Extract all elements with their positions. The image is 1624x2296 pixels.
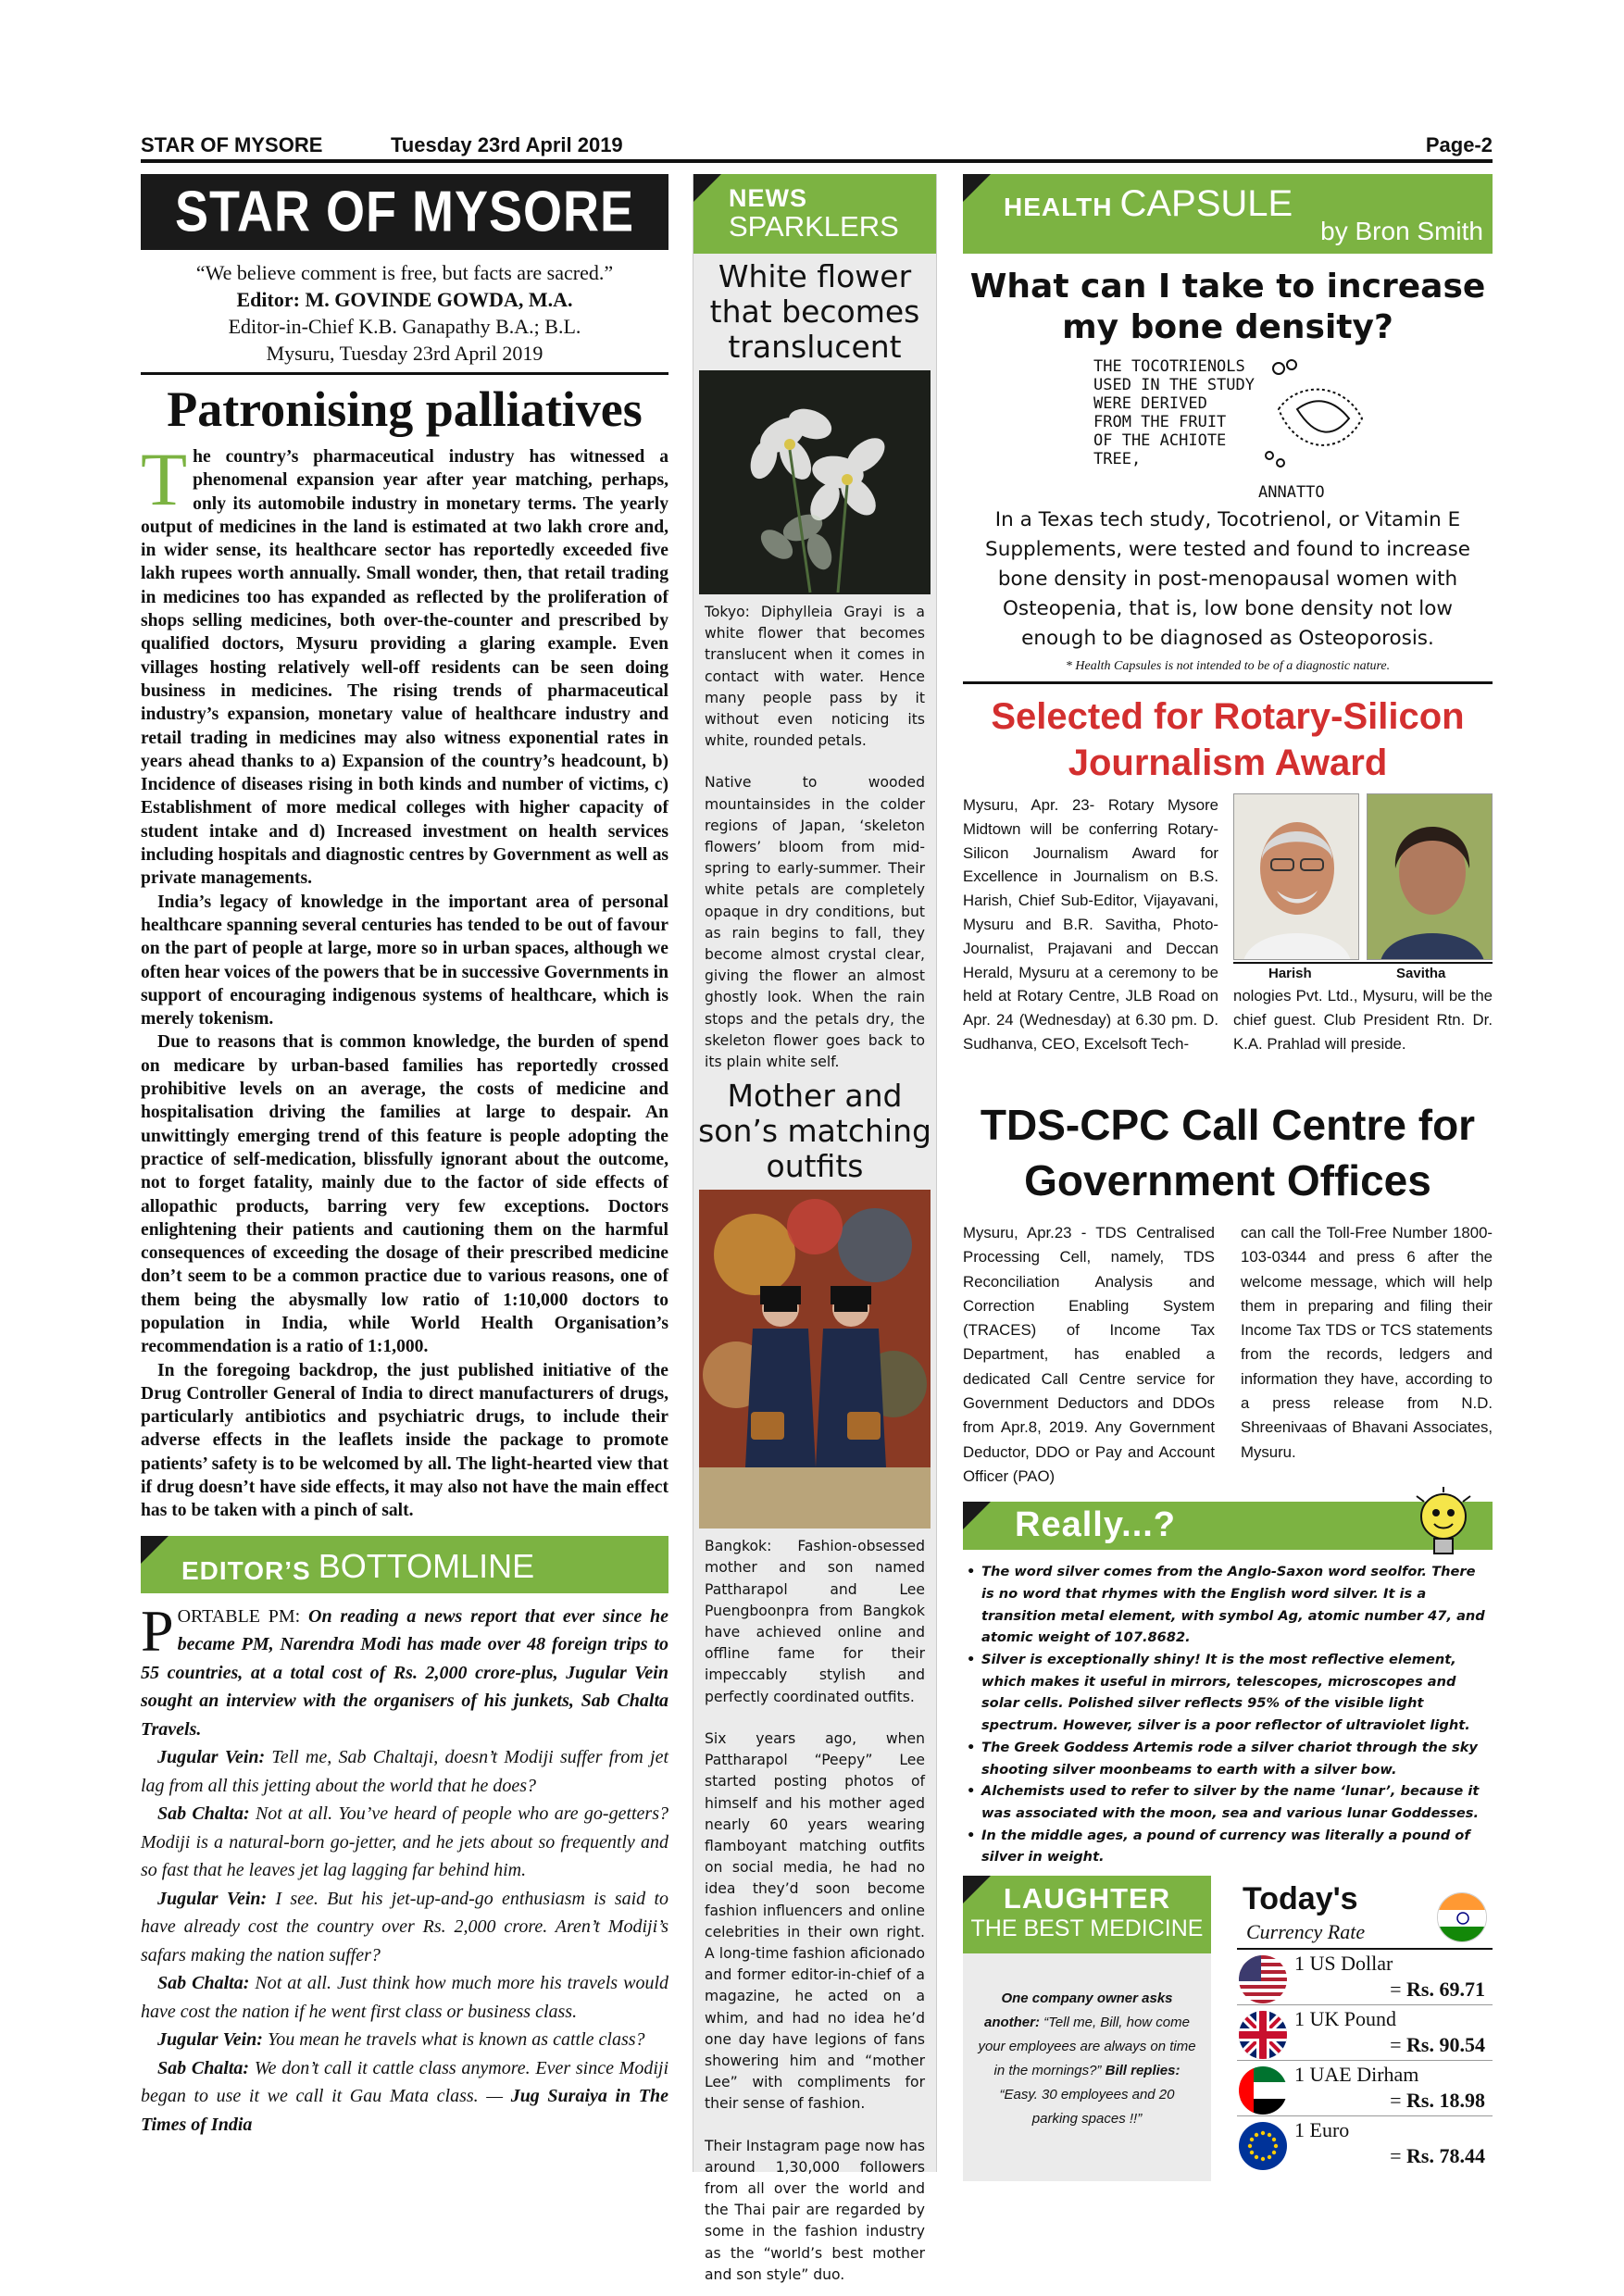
news-sparklers-header [693,174,936,254]
health-capsule-head-regular: CAPSULE [1119,183,1293,224]
joke-speaker: Bill replies: [1105,2063,1181,2079]
rotary-text-right: nologies Pvt. Ltd., Mysuru, will be the chief guest. Club President Rtn. Dr. K.A. Prahlad will preside. [1233,987,1493,1053]
sketch-line: WERE DERIVED [1093,394,1207,413]
dialogue-speaker: Jugular Vein: [157,1747,266,1768]
laughter-head-bold: LAUGHTER [1003,1882,1171,1915]
annatto-sketch [1084,354,1371,502]
editorial-dropcap: T [141,437,188,521]
us-flag-icon [1239,1955,1287,2003]
eu-flag-icon [1239,2122,1287,2170]
editorial-column [141,174,668,2139]
dialogue-speaker: Sab Chalta: [157,1803,250,1825]
tds-story [963,1221,1493,1489]
harish-photo [1233,793,1359,960]
joke-answer: “Easy. 30 employees and 20 parking spaces !!” [999,2087,1175,2128]
story-title: White flower that becomes translucent [709,258,920,365]
currency-name: 1 US Dollar [1294,1952,1393,1976]
india-flag-icon [1437,1892,1487,1942]
fact-item: • The word silver comes from the Anglo-Saxon word seolfor. There is no word that rhymes with the English word silver. It is a transition metal element, with symbol Ag, atomic number 47, and atomic weight of 107.8682. [963,1561,1493,1649]
editorial-paragraph: In the foregoing backdrop, the just published initiative of the Drug Controller General of India to direct manufacturers of drugs, particularly antibiotics and psychiatric drugs, to include their adverse effects in the leaflets inside the package to promote patients’ safety is to be welcomed by all. The light-hearted view that if drug doesn’t have side effects, it may also not have the main effect has to be taken with a pinch of salt. [141,1360,668,1521]
news-sparklers-head-bold: NEWS [729,184,807,212]
sketch-line: TREE, [1093,450,1142,468]
currency-row [1237,2061,1493,2116]
photo-caption: Savitha [1396,966,1446,981]
health-capsule-header [963,174,1493,254]
story-body [693,1536,936,2286]
news-sparklers-head-regular: SPARKLERS [729,210,899,243]
story-paragraph: Bangkok: Fashion-obsessed mother and son named Pattharapol and Lee Puengboonpra from Bangkok have achieved online and offline fame for their impeccably stylish and perfectly coordinated outfits. [705,1538,925,1705]
uae-flag-icon [1239,2066,1287,2115]
health-capsule-note: * Health Capsules is not intended to be of a diagnostic nature. [1065,659,1391,673]
health-capsule-body: In a Texas tech study, Tocotrienol, or Vitamin E Supplements, were tested and found to increase bone density in post-menopausal women with Osteopenia, that is, low bone density not low enough to be diagnosed as Osteoporosis. [985,508,1470,650]
bottomline-head-regular: BOTTOMLINE [318,1546,535,1585]
dialogue-text: Not at all. Just think how much more his travels would have cost the nation if he went first class or business class. [141,1973,668,2022]
story-paragraph: Six years ago, when Pattharapol “Peepy” Lee started posting photos of himself and his mother aged nearly 60 years wearing flamboyant matching outfits on social media, he had no idea they’d soon become fashion influencers and online celebrities in their own right. A long-time fashion aficionado and former editor-in-chief of a magazine, he acted on a whim, and had no idea he’d one day have legions of fans showering him and “mother Lee” with compliments for their sense of fashion. [705,1729,925,2113]
masthead-editor-in-chief: Editor-in-Chief K.B. Ganapathy B.A.; B.L. [228,315,581,338]
rotary-photo-captions [1233,962,1493,980]
fact-item: • Alchemists used to refer to silver by the name ‘lunar’, because it was associated with the moon, sea and various lunar Goddesses. [963,1780,1493,1824]
editorial-title: Patronising palliatives [167,381,643,437]
dialogue-line [141,1743,668,1800]
health-capsule-question: What can I take to increase my bone density? [969,268,1486,346]
really-header [963,1502,1493,1550]
sketch-label: ANNATTO [1258,483,1325,502]
page-header [141,130,1493,163]
matching-outfits-photo [699,1190,931,1529]
laughter-box [963,1876,1211,2181]
story-title: Mother and son’s matching outfits [698,1078,931,1185]
currency-name: 1 Euro [1294,2118,1350,2142]
section-rule [963,681,1493,684]
dialogue-line [141,2054,668,2140]
health-capsule-byline: by Bron Smith [1320,217,1483,245]
dialogue-text: I see. But his jet-up-and-go enthusiasm is said to have already cost the country over Rs. 2,000 crore. Aren’t Modiji’s safars making the nation suffer? [141,1888,668,1965]
corner-triangle-icon [963,174,991,202]
story-paragraph: Tokyo: Diphylleia Grayi is a white flower that becomes translucent when it comes in contact with water. Hence many people pass by it without even noticing its white, rounded petals. [705,604,925,750]
health-capsule-head-bold: HEALTH [1004,193,1113,221]
masthead-rule [141,372,668,375]
corner-triangle-icon [963,1876,991,1903]
tds-text-right: can call the Toll-Free Number 1800-103-0344 and press 6 after the welcome message, which will help them in preparing and filing their Income Tax TDS or TCS statements from the records, ledgers and information they have, according to a press release from N.D. Shreenivaas of Bhavani Associates, Mysuru. [1241,1224,1493,1461]
masthead-editor: Editor: M. GOVINDE GOWDA, M.A. [236,288,573,311]
dialogue-speaker: Jugular Vein: [157,2029,263,2051]
sketch-caption [1093,357,1255,468]
masthead-title: STAR OF MYSORE [174,180,635,244]
editorial-paragraph: India’s legacy of knowledge in the important area of personal healthcare spanning several centuries has tended to be out of favour on the part of people at large, more so in urban spaces, although we often hear voices of the powers that be in successive Governments in support of encouraging indigenous systems of healthcare, which is merely tokenism. [141,892,668,1029]
currency-rate-box [1237,1876,1493,2172]
fact-item: • The Greek Goddess Artemis rode a silver chariot through the sky shooting silver moonbeams to earth with a silver bow. [963,1737,1493,1780]
editorial-body [141,437,668,1523]
masthead-credits [141,259,668,367]
masthead [141,174,668,250]
rotary-title: Selected for Rotary-Silicon Journalism Award [991,696,1465,783]
bottomline-header [141,1536,668,1593]
fact-item: • Silver is exceptionally shiny! It is the most reflective element, which makes it useful in mirrors, telescopes, microscopes and solar cells. Polished silver reflects 95% of the visible light spectrum. However, silver is a poor reflector of ultraviolet light. [963,1649,1493,1737]
dialogue-line [141,1969,668,2026]
currency-row [1237,2005,1493,2061]
bottomline-dropcap: P [141,1597,174,1664]
rotary-photos [1233,793,1493,979]
header-date: Tuesday 23rd April 2019 [391,133,623,156]
sketch-line: THE TOCOTRIENOLS [1093,357,1245,376]
dialogue-text: You mean he travels what is known as cattle class? [267,2029,645,2051]
sketch-line: USED IN THE STUDY [1093,376,1255,394]
savitha-photo [1367,793,1493,960]
laughter-head-regular: THE BEST MEDICINE [970,1915,1204,1942]
bottomline-body [141,1597,669,2140]
tds-text-left: Mysuru, Apr.23 - TDS Centralised Processing Cell, namely, TDS Reconciliation Analysis and Correction Enabling System (TRACES) of Income Tax Department, has enabled a dedicated Call Centre service for Government Deductors and DDOs from Apr.8, 2019. Any Government Deductor, DDO or Pay and Account Officer (PAO) [963,1224,1215,1485]
bottomline-lead: On reading a news report that ever since he became PM, Narendra Modi has made over 48 foreign trips to 55 countries, at a total cost of Rs. 2,000 crore-plus, Jugular Vein sought an interview with the organisers of his junkets, Sab Chalta Travels. [141,1605,668,1740]
editorial-paragraph: he country’s pharmaceutical industry has witnessed a phenomenal expansion year after year matching, perhaps, only its automobile industry in monetary terms. The yearly output of medicines in the land is estimated at two lakh crore and, in wider sense, its healthcare sector has reportedly exceeded five lakh rupees worth annually. Small wonder, then, that retail trading in medicines too has expanded as reflected by the proliferation of shops selling medicines, both over-the-counter and prescribed by qualified doctors, Mysuru providing a glaring example. Even villages hosting relatively well-off residents can be seen doing business in medicines. The rising trends of pharmaceutical industry’s expansion, monetary value of healthcare industry and retail trading in medicines may also witness exponential rates in years ahead thanks to a) Expansion of the country’s headcount, b) Incidence of diseases rising in both kinds and number of victims, c) Establishment of more medical colleges with higher capacity of student intake and d) Increased investment on health services including hospitals and diagnostic centres by Government as well as private managements. [141,447,668,889]
currency-name: 1 UAE Dirham [1294,2063,1419,2087]
right-column [963,174,1493,2190]
news-sparklers-column [693,174,937,2283]
header-paper-name: STAR OF MYSORE [141,133,323,156]
rotary-text-left: Mysuru, Apr. 23- Rotary Mysore Midtown will be conferring Rotary-Silicon Journalism Award for Excellence in Journalism on B.S. Harish, Chief Sub-Editor, Vijayavani, Mysuru and B.R. Savitha, Photo-Journalist, Prajavani and Deccan Herald, Mysuru at a ceremony to be held at Rotary Centre, JLB Road on Apr. 24 (Wednesday) at 6.30 pm. D. Sudhanva, CEO, Excelsoft Tech- [963,796,1218,1053]
annatto-fruit-icon [1260,354,1371,483]
story-paragraph: Their Instagram page now has around 1,30,000 followers from all over the world and the Thai pair are regarded by some in the fashion industry as the “world’s best mother and son style” duo. [705,2137,925,2283]
currency-value: = Rs. 69.71 [1390,1978,1485,2002]
dialogue-line [141,1885,668,1970]
corner-triangle-icon [963,1502,991,1529]
bottomline-lead-caps: ORTABLE PM: [177,1605,301,1627]
really-facts [963,1561,1493,1868]
currency-title: Today's [1243,1881,1358,1917]
dialogue-text: Tell me, Sab Chaltaji, doesn’t Modiji suffer from jet lag from all this jetting about the world that he does? [141,1747,668,1796]
sketch-line: FROM THE FRUIT [1093,413,1227,431]
currency-value: = Rs. 90.54 [1390,2033,1485,2057]
dialogue-line [141,2026,668,2054]
white-flower-photo [699,370,931,594]
dialogue-line [141,1800,668,1885]
fact-item: • In the middle ages, a pound of currency was literally a pound of silver in weight. [963,1825,1493,1868]
laughter-joke [963,1987,1211,2131]
header-rule [141,159,1493,163]
corner-triangle-icon [693,174,721,202]
currency-row [1237,1950,1493,2005]
currency-value: = Rs. 78.44 [1390,2144,1485,2168]
currency-row [1237,2116,1493,2172]
currency-header [1237,1876,1493,1950]
bottom-row [963,1876,1493,2190]
bottomline-head-bold: EDITOR’S [181,1555,311,1585]
header-page-number: Page-2 [1425,133,1493,156]
dialogue-text: Not at all. You’ve heard of people who are go-getters? Modiji is a natural-born go-jetter, and he jets about so frequently and so fast that he leaves jet lag lagging far behind him. [141,1803,669,1881]
rotary-story [963,793,1493,1090]
story-paragraph: Native to wooded mountainsides in the colder regions of Japan, ‘skeleton flowers’ bloom from mid-spring to early-summer. Their white petals are completely opaque in dry conditions, but as rain begins to fall, they become almost crystal clear, giving the flower an almost ghostly look. When the rain stops and the petals dry, the skeleton flower goes back to its plain white self. [705,774,925,1071]
dialogue-speaker: Jugular Vein: [157,1888,268,1909]
laughter-header [963,1876,1211,1953]
photo-caption: Harish [1268,966,1312,981]
corner-triangle-icon [141,1536,169,1564]
joke-speaker: One company owner asks another: [983,1990,1173,2031]
currency-value: = Rs. 18.98 [1390,2089,1485,2113]
lightbulb-icon [1411,1487,1476,1565]
masthead-quote: “We believe comment is free, but facts are sacred.” [195,261,614,284]
joke-question: “Tell me, Bill, how come your employees are always on time in the mornings?” [978,2015,1196,2079]
editorial-paragraph: Due to reasons that is common knowledge, the burden of spend on medicare by urban-based families has reportedly crossed prohibitive levels on an average, the costs of medicine and hospitalisation driving the families at large to despair. An unwittingly emerging trend of this feature is people adopting the practice of self-medication, blissfully ignorant about the outcome, not to forget fatality, mainly due to the factor of side effects of allopathic products, barring very few exceptions. Doctors enlightening their patients and cautioning them on the harmful consequences of exceeding the dosage of their prescribed medicine don’t seem to be a common practice due to various reasons, one of them being the abysmally low ratio of 1:10,000 doctors to population in India, while World Health Organisation’s recommendation is a ratio of 1:1,000. [141,1032,668,1357]
dialogue-speaker: Sab Chalta: [157,2057,250,2078]
really-title: Really...? [1015,1505,1177,1545]
currency-name: 1 UK Pound [1294,2007,1397,2031]
currency-subtitle: Currency Rate [1246,1920,1366,1944]
sketch-line: OF THE ACHIOTE [1093,431,1227,450]
story-body [693,602,936,1073]
dialogue-speaker: Sab Chalta: [157,1973,250,1994]
dialogue-text: We don’t call it cattle class anymore. Ever since Modiji began to use it we call it Gau Mata class. — [141,2057,669,2107]
bottomline-credit: Jug Suraiya in The Times of India [141,2086,668,2135]
masthead-dateline: Mysuru, Tuesday 23rd April 2019 [266,342,543,365]
uk-flag-icon [1239,2011,1287,2059]
tds-title: TDS-CPC Call Centre for Government Offices [980,1101,1476,1204]
